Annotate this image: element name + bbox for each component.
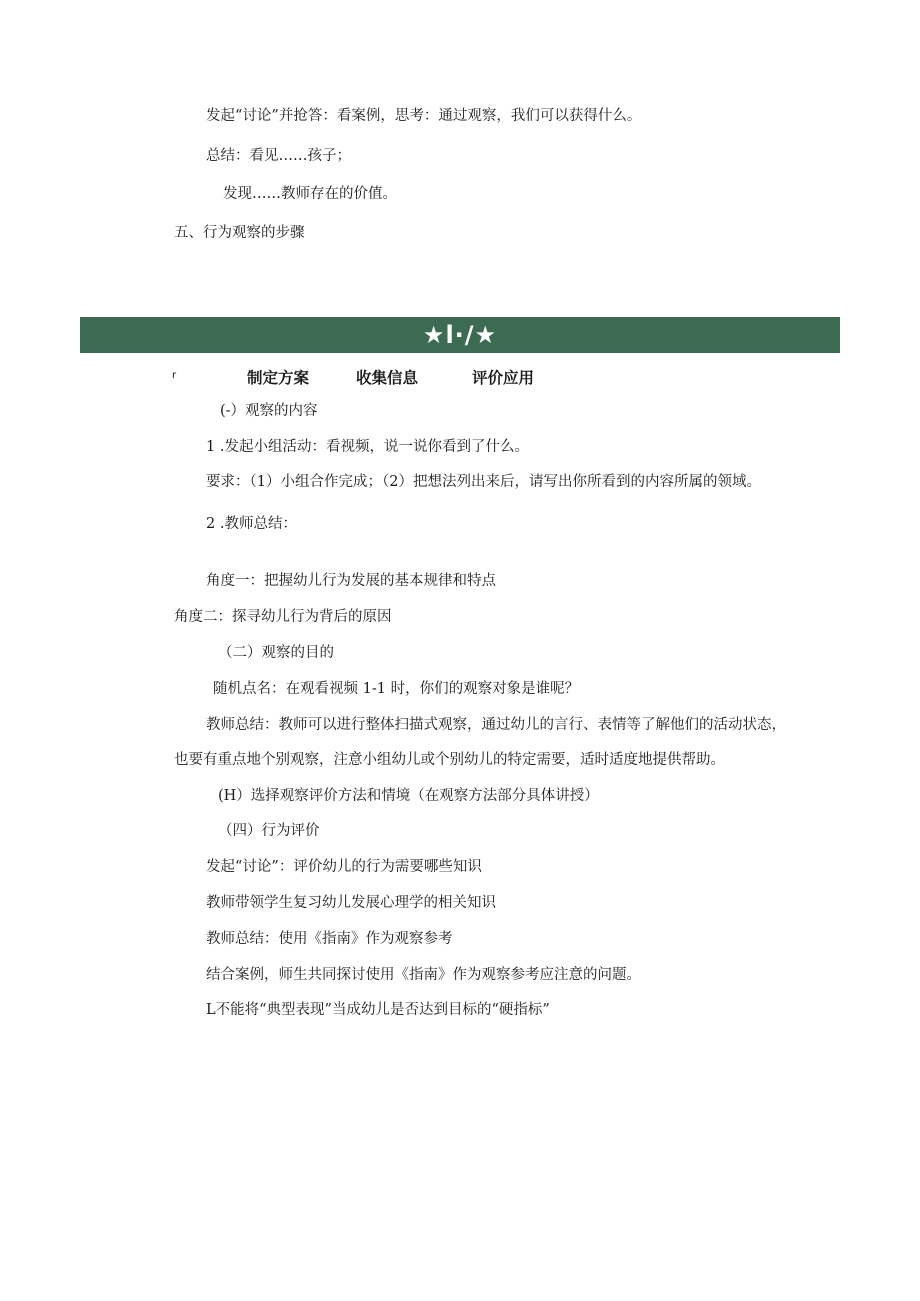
part4-discussion: 发起“讨论”：评价幼儿的行为需要哪些知识 (206, 859, 482, 875)
angle-two: 角度二：探寻幼儿行为背后的原因 (174, 609, 392, 625)
part1-requirement: 要求：（1）小组合作完成；（2）把想法列出来后，请写出你所看到的内容所属的领域。 (206, 474, 761, 490)
part1-item2: 2 .教师总结： (206, 516, 297, 532)
part2-roll-call: 随机点名：在观看视频 1-1 时，你们的观察对象是谁呢？ (213, 681, 580, 697)
part4-point1: L不能将“典型表现”当成幼儿是否达到目标的“硬指标” (206, 1002, 550, 1018)
angle-one: 角度一：把握幼儿行为发展的基本规律和特点 (206, 573, 496, 589)
steps-banner (80, 317, 840, 353)
part1-heading: (-）观察的内容 (220, 403, 318, 419)
part4-case: 结合案例，师生共同探讨使用《指南》作为观察参考应注意的问题。 (206, 967, 641, 983)
part3-heading: (H）选择观察评价方法和情境（在观察方法部分具体讲授） (218, 788, 599, 804)
step-plan: 制定方案 (247, 369, 310, 387)
discussion-prompt: 发起“讨论”并抢答：看案例，思考：通过观察，我们可以获得什么。 (206, 108, 642, 124)
section-five-heading: 五、行为观察的步骤 (174, 225, 305, 241)
step-evaluate: 评价应用 (472, 369, 535, 387)
part4-summary: 教师总结：使用《指南》作为观察参考 (206, 931, 453, 947)
part1-item1: 1 .发起小组活动：看视频，说一说你看到了什么。 (206, 439, 529, 455)
part4-heading: （四）行为评价 (218, 823, 320, 839)
step-collect: 收集信息 (356, 369, 419, 387)
part2-summary-line2: 也要有重点地个别观察，注意小组幼儿或个别幼儿的特定需要，适时适度地提供帮助。 (174, 752, 725, 768)
steps-row (0, 366, 920, 390)
banner-title: ★l·/★ (422, 321, 498, 349)
part2-summary-line1: 教师总结：教师可以进行整体扫描式观察，通过幼儿的言行、表情等了解他们的活动状态， (206, 717, 786, 733)
steps-marker: r (172, 370, 177, 381)
part4-review: 教师带领学生复习幼儿发展心理学的相关知识 (206, 895, 496, 911)
summary-line: 总结：看见……孩子； (206, 148, 351, 164)
part2-heading: （二）观察的目的 (218, 645, 334, 661)
summary-continuation: 发现……教师存在的价值。 (223, 186, 397, 202)
